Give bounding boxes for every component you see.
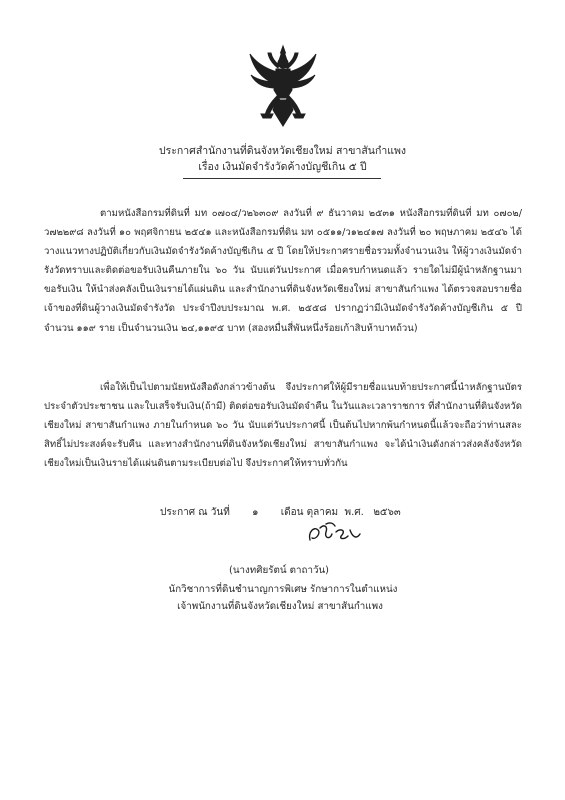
announcement-subject: เรื่อง เงินมัดจำรังวัดค้างบัญชีเกิน ๕ ปี [198,161,367,173]
date-year: ๒๕๖๓ [373,507,401,518]
date-month: เดือน ตุลาคม [280,507,339,518]
announcement-title: ประกาศสำนักงานที่ดินจังหวัดเชียงใหม่ สาขาสันกำแพง [158,145,407,157]
signer-position-1-text: นักวิชาการที่ดินชำนาญการพิเศษ รักษาการในตำแหน่ง [168,584,398,595]
body-paragraph-2 [44,378,522,473]
body-paragraph-1 [44,204,522,338]
title-divider [183,178,381,179]
date-era: พ.ศ. [344,507,364,518]
date-day: ๑ [252,507,259,518]
garuda-emblem-icon [247,44,319,128]
signer-position-2-text: เจ้าพนักงานที่ดินจังหวัดเชียงใหม่ สาขาสันกำแพง [177,601,383,612]
signer-name-text: (นางทศิยรัตน์ ตาถาวัน) [229,565,329,576]
paragraph-text: เพื่อให้เป็นไปตามนัยหนังสือดังกล่าวข้างต้น จึงประกาศให้ผู้มีรายชื่อแนบท้ายประกาศนี้นำหลักฐานบัตรประจำตัวประชาชน และใบเสร็จรับเงิน(ถ้ามี) ติดต่อขอรับเงินมัดจำคืน ในวันและเวลาราชการ ที่สำนักงานที่ดินจังหวัดเชียงใหม่ สาขาสันกำแพง ภายในกำหนด ๖๐ วัน นับแต่วันประกาศนี้ เป็นต้นไปหากพ้นกำหนดนี้แล้วจะถือว่าท่านสละสิทธิ์ไม่ประสงค์จะรับคืน และทางสำนักงานที่ดินจังหวัดเชียงใหม่ สาขาสันกำแพง จะได้นำเงินดังกล่าวส่งคลังจังหวัดเชียงใหม่เป็นเงินรายได้แผ่นดินตามระเบียบต่อไป จึงประกาศให้ทราบทั่วกัน [44,382,522,470]
paragraph-text: ตามหนังสือกรมที่ดินที่ มท ๐๗๐๔/ว๒๖๓๐๙ ลงวันที่ ๙ ธันวาคม ๒๕๓๑ หนังสือกรมที่ดินที่ มท ๐๗๐๒/ว๗๒๒๙๘ ลงวันที่ ๑๐ พฤศจิกายน ๒๕๔๑ และหนังสือกรมที่ดิน มท ๐๕๑๑/ว๑๒๔๑๗ ลงวันที่ ๒๐ พฤษภาคม ๒๕๔๖ ได้วางแนวทางปฏิบัติเกี่ยวกับเงินมัดจำรังวัดค้างบัญชีเกิน ๕ ปี โดยให้ประกาศรายชื่อรวมทั้งจำนวนเงิน ให้ผู้วางเงินมัดจำรังวัดทราบและติดต่อขอรับเงินคืนภายใน ๖๐ วัน นับแต่วันประกาศ เมื่อครบกำหนดแล้ว รายใดไม่มีผู้นำหลักฐานมาขอรับเงิน ให้นำส่งคลังเป็นเงินรายได้แผ่นดิน และสำนักงานที่ดินจังหวัดเชียงใหม่ สาขาสันกำแพง ได้ตรวจสอบรายชื่อเจ้าของที่ดินผู้วางเงินมัดจำรังวัด ประจำปีงบประมาณ พ.ศ. ๒๕๕๘ ปรากฏว่ามีเงินมัดจำรังวัดค้างบัญชีเกิน ๕ ปี จำนวน ๑๑๙ ราย เป็นจำนวนเงิน ๒๔,๑๑๙๕ บาท (สองหมื่นสี่พันหนึ่งร้อยเก้าสิบห้าบาทถ้วน) [44,208,522,334]
handwritten-signature [300,518,370,552]
date-prefix: ประกาศ ณ วันที่ [160,507,230,518]
